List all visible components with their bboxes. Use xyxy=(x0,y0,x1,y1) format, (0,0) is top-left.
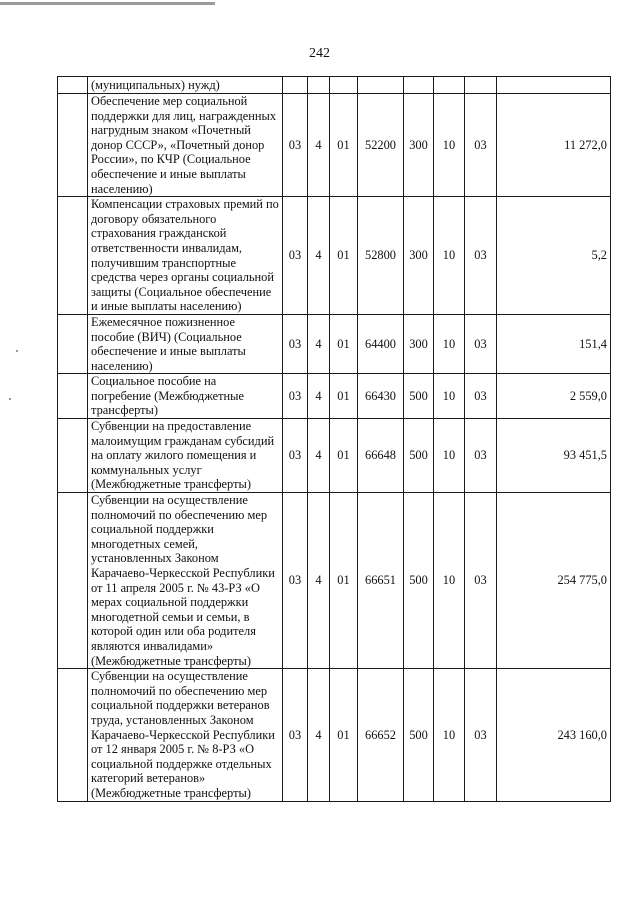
row-index-cell xyxy=(58,197,88,315)
code-subprogram: 01 xyxy=(330,374,358,419)
code-direction xyxy=(358,77,404,94)
code-direction: 52200 xyxy=(358,94,404,197)
code-section xyxy=(434,77,465,94)
code-subprogram: 01 xyxy=(330,314,358,373)
code-direction: 64400 xyxy=(358,314,404,373)
code-ministry: 03 xyxy=(283,314,308,373)
code-subprogram: 01 xyxy=(330,419,358,493)
row-index-cell xyxy=(58,374,88,419)
code-program-type xyxy=(308,77,330,94)
code-subprogram: 01 xyxy=(330,669,358,801)
code-ministry: 03 xyxy=(283,493,308,669)
code-subprogram: 01 xyxy=(330,493,358,669)
row-amount xyxy=(497,77,611,94)
code-expense-type: 500 xyxy=(404,669,434,801)
table-row xyxy=(58,94,611,197)
row-name: Ежемесячное пожизненное пособие (ВИЧ) (Социальное обеспечение и иные выплаты населению) xyxy=(88,314,283,373)
scan-speck xyxy=(16,350,18,352)
table-row xyxy=(58,669,611,801)
row-index-cell xyxy=(58,94,88,197)
code-ministry: 03 xyxy=(283,197,308,315)
table-row xyxy=(58,493,611,669)
code-direction: 66648 xyxy=(358,419,404,493)
table-row xyxy=(58,197,611,315)
code-program-type: 4 xyxy=(308,374,330,419)
code-subsection: 03 xyxy=(465,314,497,373)
code-subprogram: 01 xyxy=(330,197,358,315)
code-expense-type: 300 xyxy=(404,314,434,373)
row-index-cell xyxy=(58,419,88,493)
code-expense-type xyxy=(404,77,434,94)
code-section: 10 xyxy=(434,669,465,801)
code-section: 10 xyxy=(434,197,465,315)
code-ministry: 03 xyxy=(283,419,308,493)
code-subsection: 03 xyxy=(465,493,497,669)
code-expense-type: 500 xyxy=(404,419,434,493)
code-program-type: 4 xyxy=(308,493,330,669)
code-ministry: 03 xyxy=(283,374,308,419)
code-program-type: 4 xyxy=(308,314,330,373)
code-section: 10 xyxy=(434,493,465,669)
code-section: 10 xyxy=(434,374,465,419)
code-direction: 66651 xyxy=(358,493,404,669)
row-index-cell xyxy=(58,493,88,669)
scan-speck xyxy=(9,398,11,400)
code-subsection: 03 xyxy=(465,669,497,801)
row-amount: 243 160,0 xyxy=(497,669,611,801)
row-name: Субвенции на осуществление полномочий по обеспечению мер социальной поддержки многодетных семей, установленных Законом Карачаево-Черкесской Республики от 11 апреля 2005 г. № 43-РЗ «О мерах социальной поддержки многодетной семьи и семьи, в которой один или оба родителя являются инвалидами» (Межбюджетные трансферты) xyxy=(88,493,283,669)
row-amount: 5,2 xyxy=(497,197,611,315)
top-scan-edge xyxy=(0,2,215,5)
code-subprogram: 01 xyxy=(330,94,358,197)
row-name: Субвенции на предоставление малоимущим гражданам субсидий на оплату жилого помещения и коммунальных услуг (Межбюджетные трансферты) xyxy=(88,419,283,493)
code-expense-type: 500 xyxy=(404,493,434,669)
code-subsection: 03 xyxy=(465,374,497,419)
row-name: (муниципальных) нужд) xyxy=(88,77,283,94)
code-section: 10 xyxy=(434,94,465,197)
code-ministry: 03 xyxy=(283,94,308,197)
code-direction: 52800 xyxy=(358,197,404,315)
row-amount: 254 775,0 xyxy=(497,493,611,669)
row-amount: 151,4 xyxy=(497,314,611,373)
table-row xyxy=(58,314,611,373)
code-program-type: 4 xyxy=(308,197,330,315)
row-index-cell xyxy=(58,314,88,373)
row-amount: 93 451,5 xyxy=(497,419,611,493)
row-amount: 11 272,0 xyxy=(497,94,611,197)
row-index-cell xyxy=(58,669,88,801)
code-expense-type: 300 xyxy=(404,197,434,315)
code-section: 10 xyxy=(434,419,465,493)
code-direction: 66430 xyxy=(358,374,404,419)
code-expense-type: 300 xyxy=(404,94,434,197)
page-number: 242 xyxy=(309,46,330,61)
code-program-type: 4 xyxy=(308,419,330,493)
code-program-type: 4 xyxy=(308,94,330,197)
code-subsection: 03 xyxy=(465,94,497,197)
code-ministry xyxy=(283,77,308,94)
code-subsection: 03 xyxy=(465,419,497,493)
row-name: Социальное пособие на погребение (Межбюджетные трансферты) xyxy=(88,374,283,419)
code-program-type: 4 xyxy=(308,669,330,801)
row-name: Субвенции на осуществление полномочий по обеспечению мер социальной поддержки ветеранов труда, установленных Законом Карачаево-Черкесской Республики от 12 января 2005 г. № 8-РЗ «О социальной поддержке отдельных категорий ветеранов» (Межбюджетные трансферты) xyxy=(88,669,283,801)
code-subprogram xyxy=(330,77,358,94)
code-subsection xyxy=(465,77,497,94)
code-section: 10 xyxy=(434,314,465,373)
table-row xyxy=(58,419,611,493)
row-name: Компенсации страховых премий по договору обязательного страхования гражданской ответственности инвалидам, получившим транспортные средства через органы социальной защиты (Социальное обеспечение и иные выплаты населению) xyxy=(88,197,283,315)
code-ministry: 03 xyxy=(283,669,308,801)
table-row xyxy=(58,374,611,419)
row-amount: 2 559,0 xyxy=(497,374,611,419)
table-row xyxy=(58,77,611,94)
code-direction: 66652 xyxy=(358,669,404,801)
code-expense-type: 500 xyxy=(404,374,434,419)
row-name: Обеспечение мер социальной поддержки для лиц, награжденных нагрудным знаком «Почетный донор СССР», «Почетный донор России», по КЧР (Социальное обеспечение и иные выплаты населению) xyxy=(88,94,283,197)
code-subsection: 03 xyxy=(465,197,497,315)
budget-table xyxy=(57,76,611,802)
row-index-cell xyxy=(58,77,88,94)
